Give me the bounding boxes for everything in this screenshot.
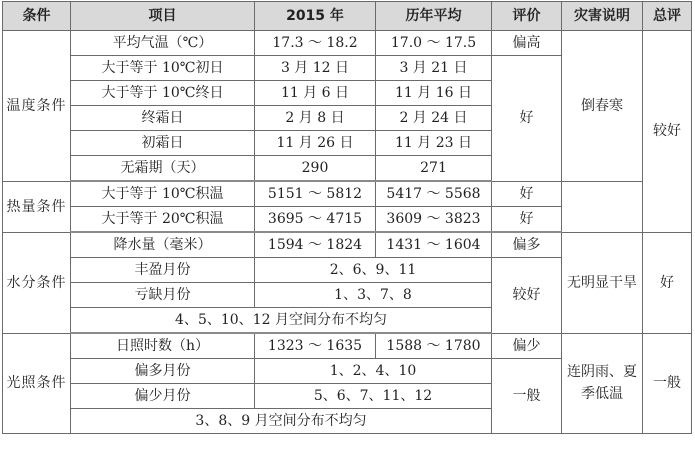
water-note: 4、5、10、12 月空间分布不均匀 — [71, 308, 492, 334]
item-cell: 大于等于 10℃初日 — [71, 56, 255, 81]
table-row — [3, 31, 692, 56]
disaster-heat-empty — [562, 181, 643, 232]
header-item: 项目 — [71, 2, 255, 31]
rating-water-merged: 较好 — [492, 258, 562, 334]
page — [0, 1, 695, 462]
item-cell: 平均气温（℃） — [71, 31, 255, 56]
value-2015: 290 — [255, 156, 376, 182]
value-2015: 3 月 12 日 — [255, 56, 376, 81]
value-average: 1431 ～ 1604 — [376, 232, 492, 258]
value-2015: 11 月 6 日 — [255, 81, 376, 106]
item-cell: 终霜日 — [71, 106, 255, 131]
value-average: 11 月 23 日 — [376, 131, 492, 156]
value-average: 1588 ～ 1780 — [376, 333, 492, 359]
value-average: 11 月 16 日 — [376, 81, 492, 106]
overall-temperature-heat: 较好 — [643, 31, 692, 233]
item-cell: 降水量（毫米） — [71, 232, 255, 258]
disaster-light: 连阴雨、夏季低温 — [562, 333, 643, 434]
item-cell: 大于等于 20℃积温 — [71, 207, 255, 233]
header-disaster: 灾害说明 — [562, 2, 643, 31]
rating-cell: 好 — [492, 181, 562, 207]
rating-temperature-merged: 好 — [492, 56, 562, 182]
header-overall: 总评 — [643, 2, 692, 31]
group-light: 光照条件 — [3, 333, 71, 434]
table-row — [3, 232, 692, 258]
header-rating: 评价 — [492, 2, 562, 31]
item-cell: 大于等于 10℃积温 — [71, 181, 255, 207]
item-cell: 无霜期（天） — [71, 156, 255, 182]
rating-cell: 偏少 — [492, 333, 562, 359]
item-cell: 偏多月份 — [71, 359, 255, 384]
months-value: 1、2、4、10 — [255, 359, 492, 384]
months-value: 5、6、7、11、12 — [255, 384, 492, 409]
months-value: 2、6、9、11 — [255, 258, 492, 283]
light-note: 3、8、9 月空间分布不均匀 — [71, 409, 492, 434]
months-value: 1、3、7、8 — [255, 283, 492, 308]
value-2015: 3695 ～ 4715 — [255, 207, 376, 233]
rating-cell: 偏多 — [492, 232, 562, 258]
item-cell: 偏少月份 — [71, 384, 255, 409]
value-2015: 11 月 26 日 — [255, 131, 376, 156]
value-average: 3 月 21 日 — [376, 56, 492, 81]
header-average: 历年平均 — [376, 2, 492, 31]
item-cell: 丰盈月份 — [71, 258, 255, 283]
item-cell: 日照时数（h） — [71, 333, 255, 359]
item-cell: 初霜日 — [71, 131, 255, 156]
disaster-temperature: 倒春寒 — [562, 31, 643, 182]
disaster-water: 无明显干旱 — [562, 232, 643, 333]
group-water: 水分条件 — [3, 232, 71, 333]
group-heat: 热量条件 — [3, 181, 71, 232]
header-condition: 条件 — [3, 2, 71, 31]
table-row — [3, 333, 692, 359]
value-2015: 5151 ～ 5812 — [255, 181, 376, 207]
value-average: 2 月 24 日 — [376, 106, 492, 131]
group-temperature: 温度条件 — [3, 31, 71, 182]
rating-cell: 偏高 — [492, 31, 562, 56]
value-average: 5417 ～ 5568 — [376, 181, 492, 207]
rating-light-merged: 一般 — [492, 359, 562, 434]
overall-water: 好 — [643, 232, 692, 333]
rating-cell: 好 — [492, 207, 562, 233]
table-row — [3, 181, 692, 207]
value-2015: 1594 ～ 1824 — [255, 232, 376, 258]
overall-light: 一般 — [643, 333, 692, 434]
value-2015: 1323 ～ 1635 — [255, 333, 376, 359]
value-2015: 2 月 8 日 — [255, 106, 376, 131]
value-average: 3609 ～ 3823 — [376, 207, 492, 233]
value-average: 271 — [376, 156, 492, 182]
item-cell: 大于等于 10℃终日 — [71, 81, 255, 106]
value-average: 17.0 ～ 17.5 — [376, 31, 492, 56]
header-2015: 2015 年 — [255, 2, 376, 31]
item-cell: 亏缺月份 — [71, 283, 255, 308]
agro-climate-table — [2, 1, 692, 434]
value-2015: 17.3 ～ 18.2 — [255, 31, 376, 56]
header-row — [3, 2, 692, 31]
